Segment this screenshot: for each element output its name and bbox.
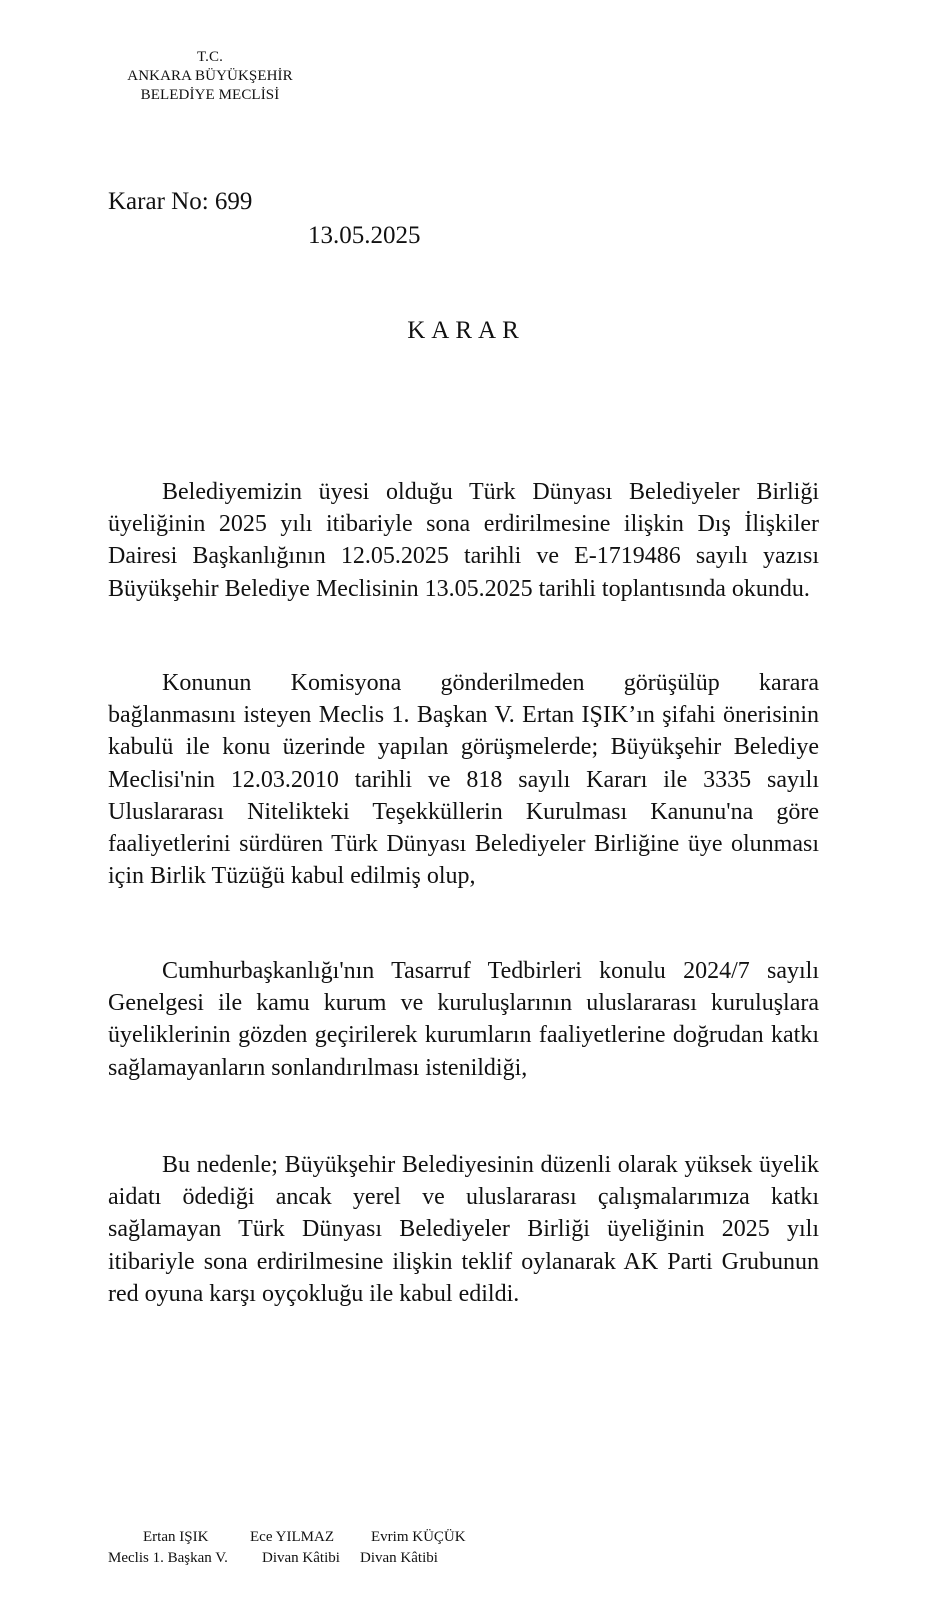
signature-role-2: Divan Kâtibi [262, 1550, 340, 1566]
decision-date: 13.05.2025 [308, 222, 421, 249]
signature-name-2: Ece YILMAZ [250, 1529, 334, 1545]
paragraph-3: Cumhurbaşkanlığı'nın Tasarruf Tedbirleri konulu 2024/7 sayılı Genelgesi ile kamu kurum ve kuruluşlarının uluslararası kuruluşlara üyeliklerinin gözden geçirilerek kurumların faaliyetlerine doğrudan katkı sağlamayanların sonlandırılması istenildiği, [108, 958, 819, 1081]
header-line-city: ANKARA BÜYÜKŞEHİR [127, 68, 293, 84]
paragraph-1: Belediyemizin üyesi olduğu Türk Dünyası Belediyeler Birliği üyeliğinin 2025 yılı itibariyle sona erdirilmesine ilişkin Dış İlişkiler Dairesi Başkanlığının 12.05.2025 tarihli ve E-1719486 sayılı yazısı Büyükşehir Belediye Meclisinin 13.05.2025 tarihli toplantısında okundu. [108, 479, 819, 602]
signature-name-3: Evrim KÜÇÜK [371, 1529, 466, 1545]
header-line-council: BELEDİYE MECLİSİ [140, 87, 280, 103]
signature-role-3: Divan Kâtibi [360, 1550, 438, 1566]
decision-number: Karar No: 699 [108, 188, 253, 215]
signature-name-1: Ertan IŞIK [143, 1529, 209, 1545]
paragraph-4: Bu nedenle; Büyükşehir Belediyesinin düzenli olarak yüksek üyelik aidatı ödediği ancak yerel ve uluslararası çalışmalarımıza katkı sağlamayan Türk Dünyası Belediyeler Birliği üyeliğinin 2025 yılı itibariyle sona erdirilmesine ilişkin teklif oylanarak AK Parti Grubunun red oyuna karşı oyçokluğu ile kabul edildi. [108, 1152, 819, 1307]
signature-role-1: Meclis 1. Başkan V. [108, 1550, 228, 1566]
paragraph-2: Konunun Komisyona gönderilmeden görüşülüp karara bağlanmasını isteyen Meclis 1. Başkan V. Ertan IŞIK’ın şifahi önerisinin kabulü ile konu üzerinde yapılan görüşmelerde; Büyükşehir Belediye Meclisi'nin 12.03.2010 tarihli ve 818 sayılı Kararı ile 3335 sayılı Uluslararası Nitelikteki Teşekküllerin Kurulması Kanunu'na göre faaliyetlerini sürdüren Türk Dünyası Belediyeler Birliğine üye olunması için Birlik Tüzüğü kabul edilmiş olup, [108, 670, 819, 890]
document-header [100, 48, 320, 105]
header-line-tc: T.C. [197, 49, 223, 65]
decision-title: KARAR [407, 317, 525, 344]
